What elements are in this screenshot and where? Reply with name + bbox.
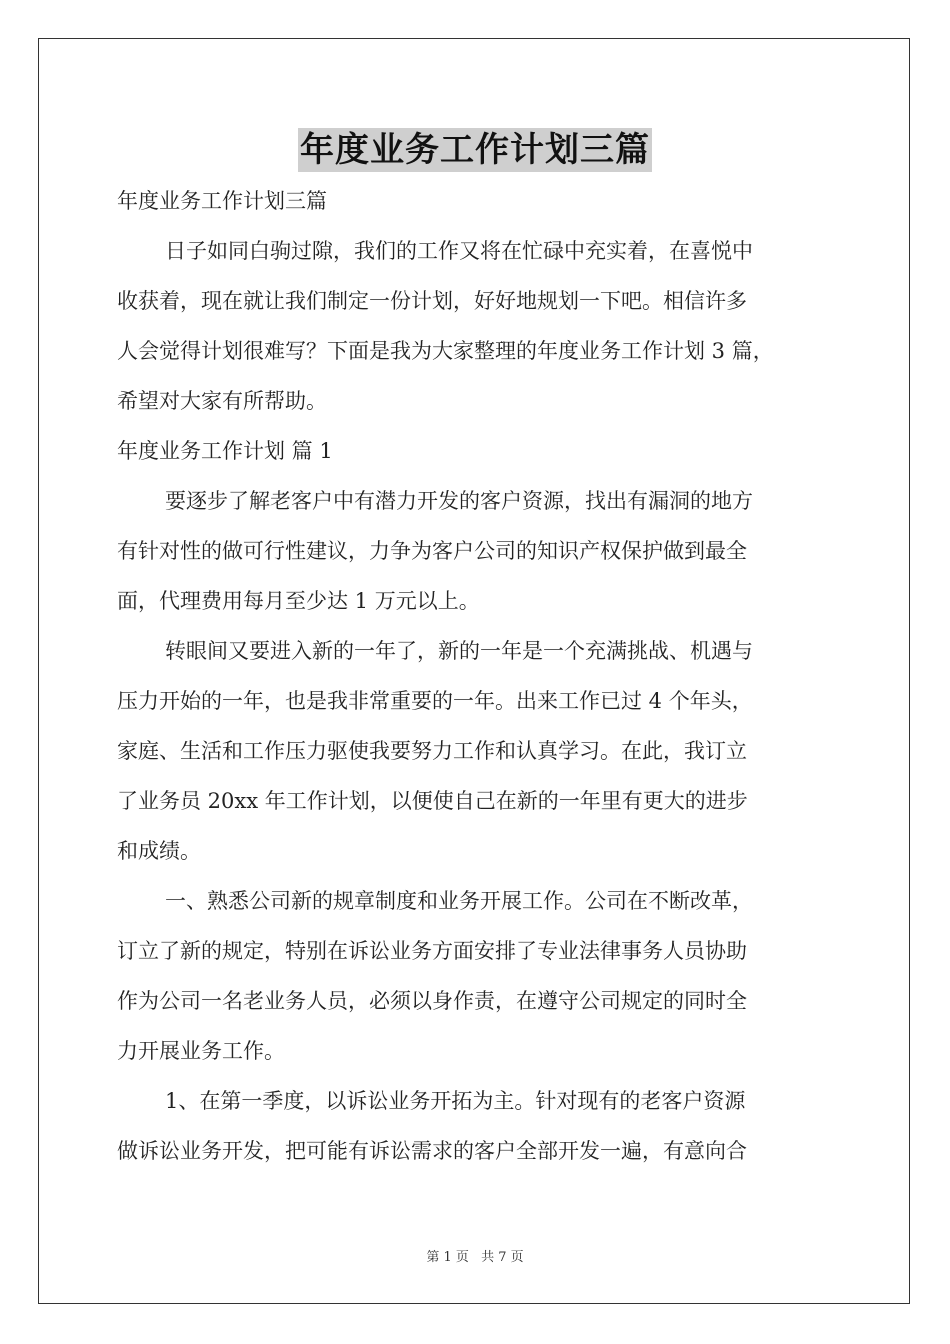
text-line: 了业务员 20xx 年工作计划，以便使自己在新的一年里有更大的进步	[117, 789, 748, 813]
document-body	[117, 176, 835, 1176]
text-line: 转眼间又要进入新的一年了，新的一年是一个充满挑战、机遇与	[165, 639, 753, 663]
page-number: 第 1 页	[426, 1250, 469, 1265]
document-title: 年度业务工作计划三篇	[300, 130, 650, 170]
text-line: 人会觉得计划很难写？下面是我为大家整理的年度业务工作计划 3 篇，	[117, 339, 774, 363]
text-line: 家庭、生活和工作压力驱使我要努力工作和认真学习。在此，我订立	[117, 739, 747, 763]
text-line: 要逐步了解老客户中有潜力开发的客户资源，找出有漏洞的地方	[165, 489, 753, 513]
text-line: 订立了新的规定，特别在诉讼业务方面安排了专业法律事务人员协助	[117, 939, 747, 963]
text-line: 1、在第一季度，以诉讼业务开拓为主。针对现有的老客户资源	[165, 1089, 746, 1113]
text-line: 希望对大家有所帮助。	[117, 389, 327, 413]
text-line: 压力开始的一年，也是我非常重要的一年。出来工作已过 4 个年头，	[117, 689, 753, 713]
text-line: 作为公司一名老业务人员，必须以身作责，在遵守公司规定的同时全	[117, 989, 747, 1013]
text-line: 收获着，现在就让我们制定一份计划，好好地规划一下吧。相信许多	[117, 289, 747, 313]
page-total: 共 7 页	[481, 1250, 524, 1265]
text-line: 有针对性的做可行性建议，力争为客户公司的知识产权保护做到最全	[117, 539, 747, 563]
text-line: 年度业务工作计划 篇 1	[117, 439, 333, 463]
text-line: 和成绩。	[117, 839, 201, 863]
text-line: 年度业务工作计划三篇	[117, 189, 327, 213]
page-footer	[0, 1246, 950, 1265]
text-line: 力开展业务工作。	[117, 1039, 285, 1063]
title-container	[0, 128, 950, 172]
text-line: 做诉讼业务开发，把可能有诉讼需求的客户全部开发一遍，有意向合	[117, 1139, 747, 1163]
text-line: 面，代理费用每月至少达 1 万元以上。	[117, 589, 480, 613]
text-line: 日子如同白驹过隙，我们的工作又将在忙碌中充实着，在喜悦中	[165, 239, 753, 263]
text-line: 一、熟悉公司新的规章制度和业务开展工作。公司在不断改革，	[165, 889, 753, 913]
